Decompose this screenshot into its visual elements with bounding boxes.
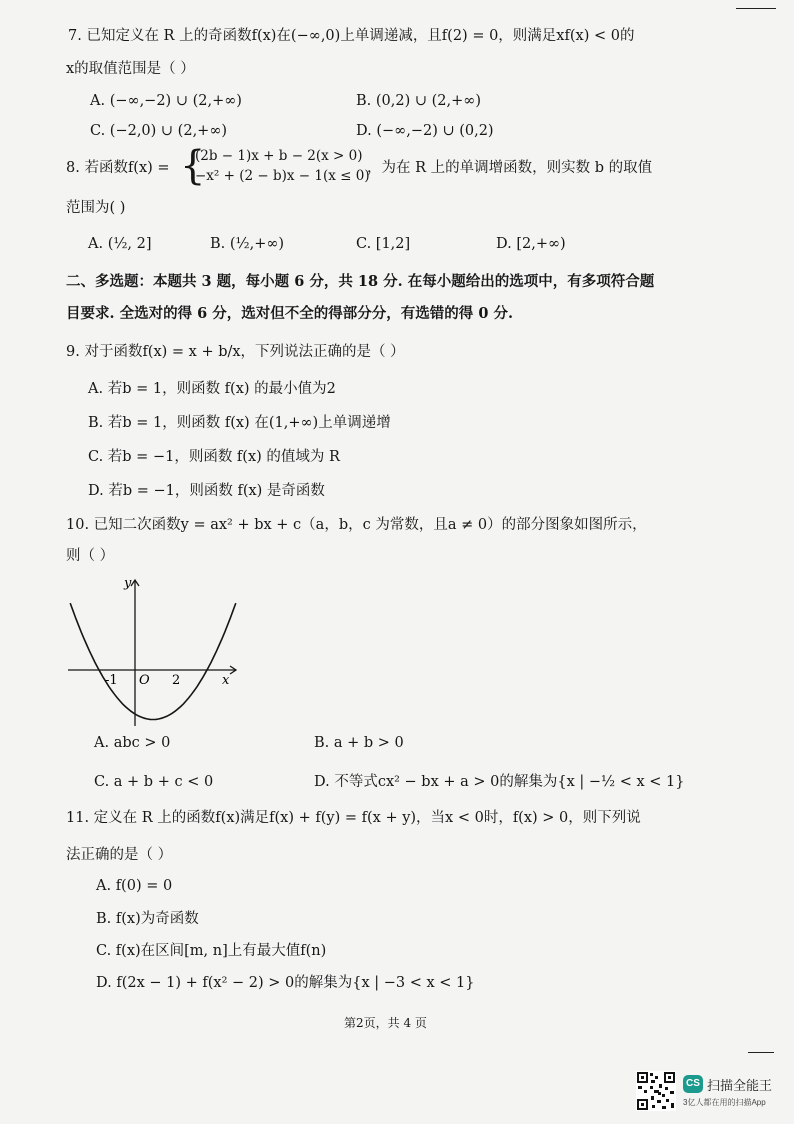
q11-stem-cont: 法正确的是（ ） bbox=[66, 847, 173, 863]
q10-option-a: A. abc > 0 bbox=[94, 735, 171, 751]
q7-option-b: B. (0,2) ∪ (2,+∞) bbox=[356, 93, 481, 109]
section-2-instructions: 目要求. 全选对的得 6 分，选对但不全的得部分分，有选错的得 0 分. bbox=[66, 305, 514, 322]
q10-option-c: C. a + b + c < 0 bbox=[94, 774, 214, 790]
page-number: 第2页，共 4 页 bbox=[344, 1016, 427, 1030]
scanner-app-name: 扫描全能王 bbox=[707, 1078, 773, 1093]
tick-label-minus-one: -1 bbox=[105, 673, 118, 688]
q8-piece-1: (2b − 1)x + b − 2(x > 0) bbox=[195, 148, 363, 164]
q8-option-b: B. (½,+∞) bbox=[210, 236, 285, 252]
y-axis-label: y bbox=[124, 576, 132, 591]
q11-stem: 11. 定义在 R 上的函数f(x)满足f(x) + f(y) = f(x + y)，当x < 0时，f(x) > 0，则下列说 bbox=[66, 810, 641, 826]
q7-option-d: D. (−∞,−2) ∪ (0,2) bbox=[356, 123, 494, 139]
x-axis-label: x bbox=[222, 673, 230, 688]
q11-option-a: A. f(0) = 0 bbox=[96, 878, 173, 894]
q7-option-c: C. (−2,0) ∪ (2,+∞) bbox=[90, 123, 228, 139]
q8-stem-cont: 范围为( ) bbox=[66, 200, 126, 216]
q8-brace: { bbox=[180, 143, 206, 189]
q11-option-c: C. f(x)在区间[m, n]上有最大值f(n) bbox=[96, 943, 327, 959]
parabola-graph bbox=[64, 570, 244, 730]
q10-option-d: D. 不等式cx² − bx + a > 0的解集为{x | −½ < x < 1} bbox=[314, 774, 685, 790]
q9-option-c: C. 若b = −1，则函数 f(x) 的值域为 R bbox=[88, 449, 340, 465]
q10-option-b: B. a + b > 0 bbox=[314, 735, 404, 751]
parabola-curve bbox=[70, 603, 236, 719]
scan-mark-top bbox=[736, 8, 776, 9]
scanner-tagline: 3亿人都在用的扫描App bbox=[683, 1098, 766, 1107]
q8-option-c: C. [1,2] bbox=[356, 236, 411, 252]
origin-label: O bbox=[139, 673, 150, 688]
q7-stem: 7. 已知定义在 R 上的奇函数f(x)在(−∞,0)上单调递减，且f(2) = 0，则满足xf(x) < 0的 bbox=[68, 28, 635, 44]
scan-mark-bottom bbox=[748, 1052, 774, 1053]
q8-stem-suffix: ，为在 R 上的单调增函数，则实数 b 的取值 bbox=[367, 160, 653, 176]
q9-option-b: B. 若b = 1，则函数 f(x) 在(1,+∞)上单调递增 bbox=[88, 415, 391, 431]
tick-label-two: 2 bbox=[172, 673, 181, 688]
q9-option-d: D. 若b = −1，则函数 f(x) 是奇函数 bbox=[88, 483, 325, 499]
camscanner-logo-icon: CS bbox=[683, 1075, 703, 1093]
q10-stem-cont: 则（ ） bbox=[66, 548, 115, 564]
q8-stem-prefix: 8. 若函数f(x) = bbox=[66, 160, 170, 176]
qr-code-icon bbox=[636, 1071, 676, 1111]
q9-stem: 9. 对于函数f(x) = x + b/x，下列说法正确的是（ ） bbox=[66, 344, 405, 360]
q11-option-d: D. f(2x − 1) + f(x² − 2) > 0的解集为{x | −3 < x < 1} bbox=[96, 975, 475, 991]
q7-stem-cont: x的取值范围是（ ） bbox=[66, 61, 195, 77]
q10-stem: 10. 已知二次函数y = ax² + bx + c（a，b，c 为常数，且a ≠ 0）的部分图象如图所示， bbox=[66, 517, 647, 533]
q8-option-d: D. [2,+∞) bbox=[496, 236, 566, 252]
q11-option-b: B. f(x)为奇函数 bbox=[96, 911, 199, 927]
q8-option-a: A. (½, 2] bbox=[88, 236, 152, 252]
q9-option-a: A. 若b = 1，则函数 f(x) 的最小值为2 bbox=[88, 381, 336, 397]
q8-piece-2: −x² + (2 − b)x − 1(x ≤ 0) bbox=[195, 168, 370, 184]
section-2-heading: 二、多选题：本题共 3 题，每小题 6 分，共 18 分. 在每小题给出的选项中，有多项符合题 bbox=[66, 273, 655, 290]
q7-option-a: A. (−∞,−2) ∪ (2,+∞) bbox=[90, 93, 242, 109]
